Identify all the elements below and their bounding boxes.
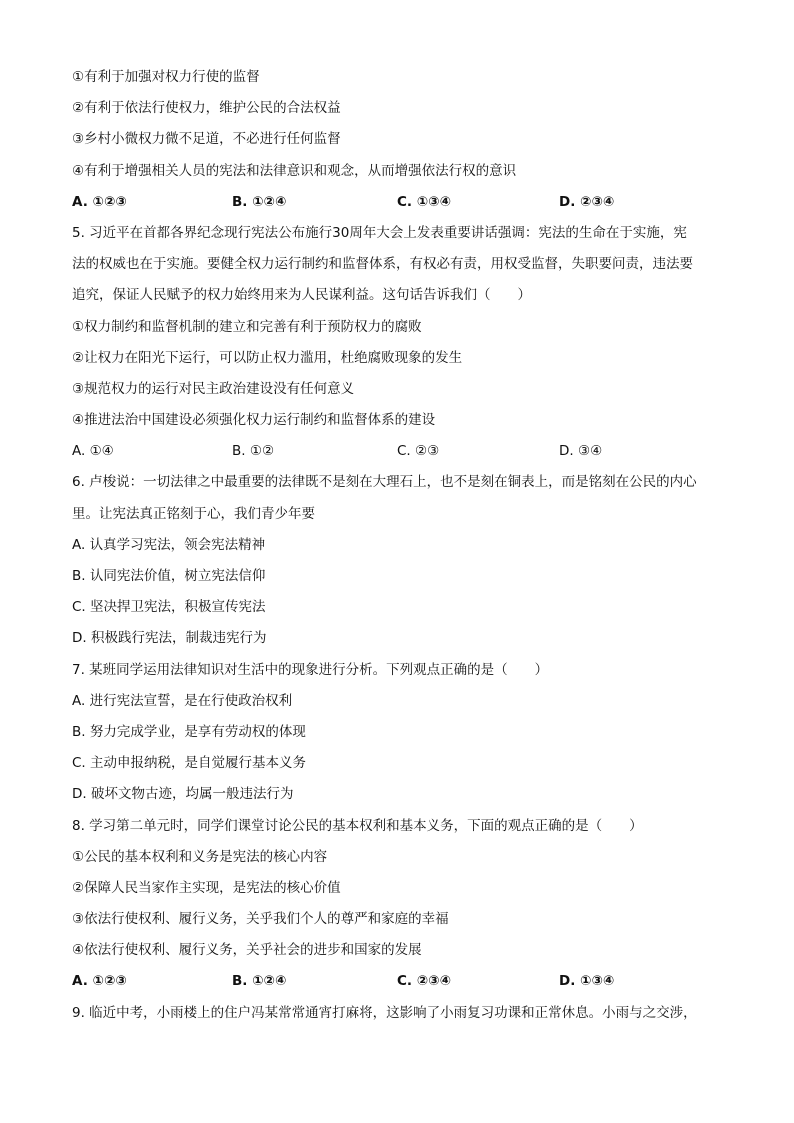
q5-option-d: D. ③④ xyxy=(559,443,603,460)
q6-option-c: C. 坚决捍卫宪法，积极宣传宪法 xyxy=(72,599,266,616)
q7-stem-line-1: 7. 某班同学运用法律知识对生活中的现象进行分析。下列观点正确的是（ ） xyxy=(72,661,549,678)
q9-stem-line-1: 9. 临近中考，小雨楼上的住户冯某常常通宵打麻将，这影响了小雨复习功课和正常休息。小雨与之交涉， xyxy=(72,1004,697,1021)
q5-stem-line-2: 法的权威也在于实施。要健全权力运行制约和监督体系，有权必有责，用权受监督，失职要问责，违法要 xyxy=(72,256,693,273)
q8-item-4: ④依法行使权利、履行义务，关乎社会的进步和国家的发展 xyxy=(72,942,422,959)
q6-option-a: A. 认真学习宪法，领会宪法精神 xyxy=(72,536,266,553)
q8-options xyxy=(72,966,732,997)
q8-item-1: ①公民的基本权利和义务是宪法的核心内容 xyxy=(72,848,328,865)
q6-option-d: D. 积极践行宪法，制裁违宪行为 xyxy=(72,630,267,647)
q4-option-d: D. ②③④ xyxy=(559,193,615,210)
q7-option-d: D. 破坏文物古迹，均属一般违法行为 xyxy=(72,786,294,803)
q7-option-a: A. 进行宪法宣誓，是在行使政治权利 xyxy=(72,692,293,709)
q8-item-3: ③依法行使权利、履行义务，关乎我们个人的尊严和家庭的幸福 xyxy=(72,911,449,928)
q4-option-c: C. ①③④ xyxy=(397,193,452,210)
q8-option-a: A. ①②③ xyxy=(72,973,127,990)
q5-stem-line-1: 5. 习近平在首都各界纪念现行宪法公布施行30周年大会上发表重要讲话强调：宪法的生命在于实施，宪 xyxy=(72,224,687,241)
q6-option-b: B. 认同宪法价值，树立宪法信仰 xyxy=(72,568,266,584)
q5-item-1: ①权力制约和监督机制的建立和完善有利于预防权力的腐败 xyxy=(72,318,422,335)
q4-item-4: ④有利于增强相关人员的宪法和法律意识和观念，从而增强依法行权的意识 xyxy=(72,162,517,179)
q5-item-3: ③规范权力的运行对民主政治建设没有任何意义 xyxy=(72,380,355,397)
q5-option-b: B. ①② xyxy=(232,443,275,460)
q4-options xyxy=(72,187,732,218)
q5-stem-line-3: 追究，保证人民赋予的权力始终用来为人民谋利益。这句话告诉我们（ ） xyxy=(72,287,531,304)
exam-page xyxy=(72,62,732,1029)
q7-option-c: C. 主动申报纳税，是自觉履行基本义务 xyxy=(72,755,307,772)
q4-option-b: B. ①②④ xyxy=(232,193,287,210)
q8-item-2: ②保障人民当家作主实现，是宪法的核心价值 xyxy=(72,879,341,896)
q4-item-3: ③乡村小微权力微不足道，不必进行任何监督 xyxy=(72,131,341,148)
q8-stem-line-1: 8. 学习第二单元时，同学们课堂讨论公民的基本权利和基本义务，下面的观点正确的是（ ） xyxy=(72,817,643,834)
q4-option-a: A. ①②③ xyxy=(72,193,127,210)
q5-option-a: A. ①④ xyxy=(72,443,114,460)
q5-item-4: ④推进法治中国建设必须强化权力运行制约和监督体系的建设 xyxy=(72,412,436,429)
q8-option-c: C. ②③④ xyxy=(397,973,452,990)
q5-item-2: ②让权力在阳光下运行，可以防止权力滥用，杜绝腐败现象的发生 xyxy=(72,349,463,366)
q4-item-1: ①有利于加强对权力行使的监督 xyxy=(72,69,260,85)
q5-option-c: C. ②③ xyxy=(397,443,440,460)
q6-stem-line-2: 里。让宪法真正铭刻于心，我们青少年要 xyxy=(72,505,315,522)
q6-stem-line-1: 6. 卢梭说：一切法律之中最重要的法律既不是刻在大理石上，也不是刻在铜表上，而是铭刻在公民的内心 xyxy=(72,474,697,491)
q7-option-b: B. 努力完成学业，是享有劳动权的体现 xyxy=(72,723,306,740)
q8-option-b: B. ①②④ xyxy=(232,973,287,990)
q4-item-2: ②有利于依法行使权力，维护公民的合法权益 xyxy=(72,100,341,117)
q5-options xyxy=(72,436,732,467)
q8-option-d: D. ①③④ xyxy=(559,973,615,990)
